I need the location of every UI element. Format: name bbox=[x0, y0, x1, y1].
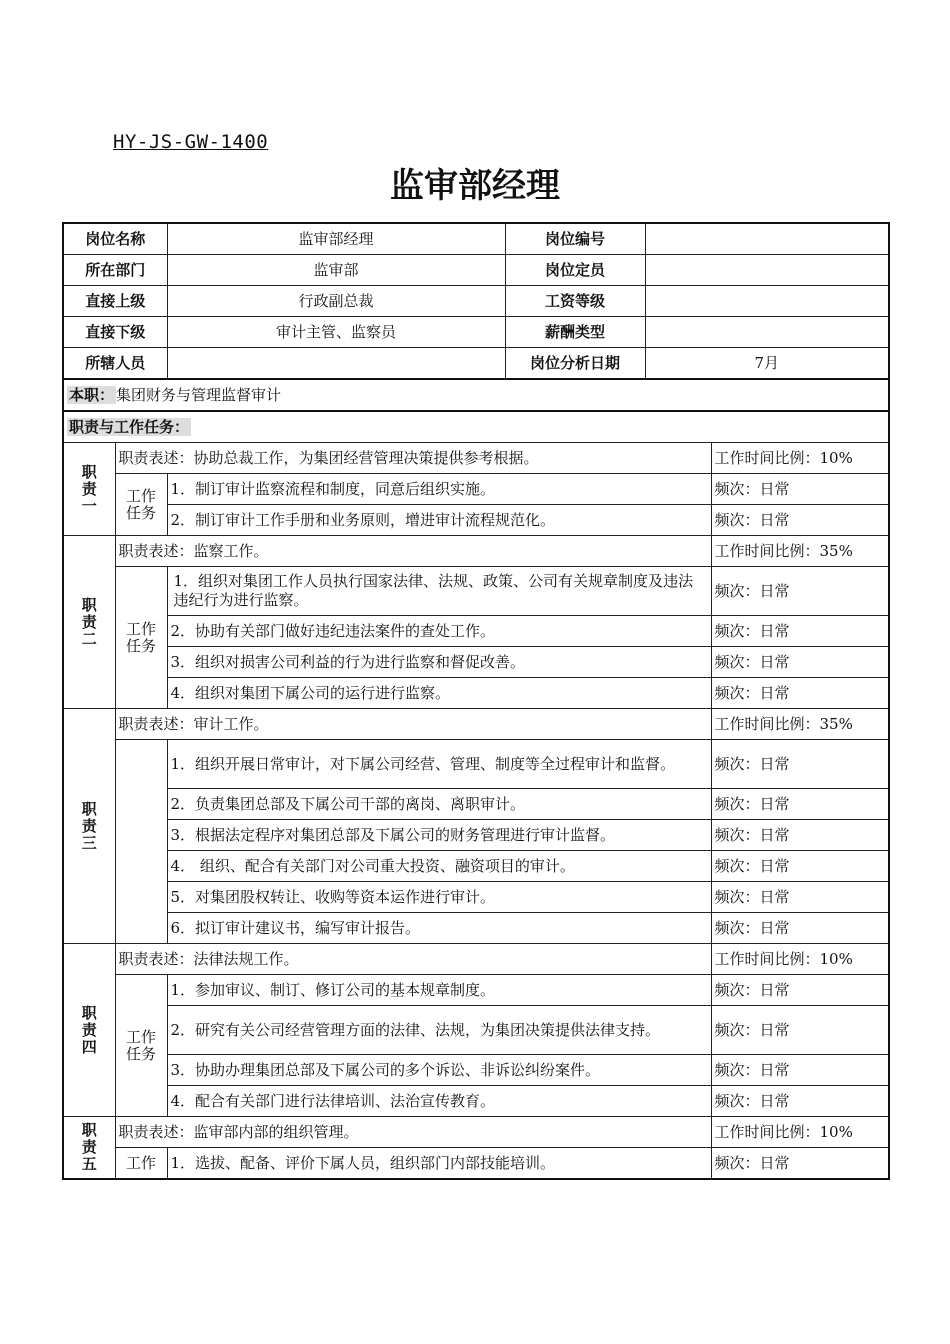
task-frequency: 频次：日常 bbox=[711, 616, 889, 647]
duty-time-ratio: 工作时间比例：10% bbox=[711, 944, 889, 975]
task-frequency: 频次：日常 bbox=[711, 474, 889, 505]
info-value bbox=[645, 286, 889, 317]
task-row bbox=[63, 505, 889, 536]
main-duty-text: 集团财务与管理监督审计 bbox=[116, 385, 282, 404]
task-row bbox=[63, 1006, 889, 1055]
task-text: 1．参加审议、制订、修订公司的基本规章制度。 bbox=[167, 975, 711, 1006]
task-frequency: 频次：日常 bbox=[711, 567, 889, 616]
task-label bbox=[115, 740, 167, 944]
task-frequency: 频次：日常 bbox=[711, 647, 889, 678]
main-duty-row bbox=[63, 379, 889, 411]
task-text: 5．对集团股权转让、收购等资本运作进行审计。 bbox=[167, 882, 711, 913]
duty-description: 职责表述：监察工作。 bbox=[115, 536, 711, 567]
duty-desc-row bbox=[63, 443, 889, 474]
task-row bbox=[63, 913, 889, 944]
info-row bbox=[63, 223, 889, 255]
duties-header-label: 职责与工作任务： bbox=[69, 417, 190, 436]
task-text: 4．配合有关部门进行法律培训、法治宣传教育。 bbox=[167, 1086, 711, 1117]
info-row bbox=[63, 286, 889, 317]
duty-label: 职 责 五 bbox=[63, 1117, 115, 1180]
info-key: 工资等级 bbox=[505, 286, 645, 317]
duty-desc-row bbox=[63, 709, 889, 740]
task-row bbox=[63, 820, 889, 851]
duty-time-ratio: 工作时间比例：10% bbox=[711, 443, 889, 474]
task-row bbox=[63, 474, 889, 505]
duty-desc-row bbox=[63, 944, 889, 975]
task-text: 1．组织对集团工作人员执行国家法律、法规、政策、公司有关规章制度及违法违纪行为进行监察。 bbox=[167, 567, 711, 616]
task-text: 1．组织开展日常审计，对下属公司经营、管理、制度等全过程审计和监督。 bbox=[167, 740, 711, 789]
main-duty-label: 本职： bbox=[69, 385, 115, 404]
task-row bbox=[63, 1086, 889, 1117]
task-frequency: 频次：日常 bbox=[711, 1086, 889, 1117]
task-text: 4．组织对集团下属公司的运行进行监察。 bbox=[167, 678, 711, 709]
task-frequency: 频次：日常 bbox=[711, 913, 889, 944]
info-key: 直接下级 bbox=[63, 317, 167, 348]
info-key: 岗位编号 bbox=[505, 223, 645, 255]
info-value: 7月 bbox=[645, 348, 889, 380]
task-row bbox=[63, 851, 889, 882]
duty-desc-row bbox=[63, 1117, 889, 1148]
task-frequency: 频次：日常 bbox=[711, 820, 889, 851]
duty-label: 职 责 一 bbox=[63, 443, 115, 536]
task-row bbox=[63, 882, 889, 913]
info-value: 监审部 bbox=[167, 255, 505, 286]
info-key: 所在部门 bbox=[63, 255, 167, 286]
info-row bbox=[63, 317, 889, 348]
task-frequency: 频次：日常 bbox=[711, 1148, 889, 1180]
duty-description: 职责表述：审计工作。 bbox=[115, 709, 711, 740]
info-value bbox=[645, 223, 889, 255]
task-text: 2．制订审计工作手册和业务原则，增进审计流程规范化。 bbox=[167, 505, 711, 536]
task-frequency: 频次：日常 bbox=[711, 882, 889, 913]
info-row bbox=[63, 348, 889, 380]
info-key: 岗位定员 bbox=[505, 255, 645, 286]
task-frequency: 频次：日常 bbox=[711, 1055, 889, 1086]
task-text: 4． 组织、配合有关部门对公司重大投资、融资项目的审计。 bbox=[167, 851, 711, 882]
page-title: 监审部经理 bbox=[390, 166, 560, 206]
info-value bbox=[167, 348, 505, 380]
task-row bbox=[63, 1148, 889, 1180]
task-text: 3．根据法定程序对集团总部及下属公司的财务管理进行审计监督。 bbox=[167, 820, 711, 851]
task-text: 1．选拔、配备、评价下属人员，组织部门内部技能培训。 bbox=[167, 1148, 711, 1180]
info-value bbox=[645, 317, 889, 348]
duty-desc-row bbox=[63, 536, 889, 567]
info-key: 岗位名称 bbox=[63, 223, 167, 255]
info-value bbox=[645, 255, 889, 286]
info-value: 行政副总裁 bbox=[167, 286, 505, 317]
task-text: 1．制订审计监察流程和制度，同意后组织实施。 bbox=[167, 474, 711, 505]
task-text: 3．协助办理集团总部及下属公司的多个诉讼、非诉讼纠纷案件。 bbox=[167, 1055, 711, 1086]
task-row bbox=[63, 975, 889, 1006]
info-key: 薪酬类型 bbox=[505, 317, 645, 348]
info-key: 直接上级 bbox=[63, 286, 167, 317]
task-frequency: 频次：日常 bbox=[711, 1006, 889, 1055]
task-frequency: 频次：日常 bbox=[711, 505, 889, 536]
duties-header-row bbox=[63, 411, 889, 443]
info-row bbox=[63, 255, 889, 286]
task-row bbox=[63, 740, 889, 789]
duty-description: 职责表述：协助总裁工作，为集团经营管理决策提供参考根据。 bbox=[115, 443, 711, 474]
duty-description: 职责表述：法律法规工作。 bbox=[115, 944, 711, 975]
task-row bbox=[63, 567, 889, 616]
task-text: 6．拟订审计建议书，编写审计报告。 bbox=[167, 913, 711, 944]
task-label: 工作 任务 bbox=[115, 567, 167, 709]
task-row bbox=[63, 678, 889, 709]
duty-time-ratio: 工作时间比例：35% bbox=[711, 709, 889, 740]
task-frequency: 频次：日常 bbox=[711, 975, 889, 1006]
main-duty bbox=[63, 379, 889, 411]
duty-time-ratio: 工作时间比例：10% bbox=[711, 1117, 889, 1148]
task-text: 2．研究有关公司经营管理方面的法律、法规，为集团决策提供法律支持。 bbox=[167, 1006, 711, 1055]
job-description-table bbox=[62, 222, 890, 1180]
duty-time-ratio: 工作时间比例：35% bbox=[711, 536, 889, 567]
task-frequency: 频次：日常 bbox=[711, 740, 889, 789]
task-row bbox=[63, 647, 889, 678]
task-label: 工作 任务 bbox=[115, 975, 167, 1117]
task-label: 工作 bbox=[115, 1148, 167, 1180]
task-row bbox=[63, 789, 889, 820]
info-key: 岗位分析日期 bbox=[505, 348, 645, 380]
info-value: 监审部经理 bbox=[167, 223, 505, 255]
duty-description: 职责表述：监审部内部的组织管理。 bbox=[115, 1117, 711, 1148]
document-code: HY-JS-GW-1400 bbox=[113, 131, 269, 153]
duty-label: 职 责 四 bbox=[63, 944, 115, 1117]
info-key: 所辖人员 bbox=[63, 348, 167, 380]
task-row bbox=[63, 1055, 889, 1086]
info-value: 审计主管、监察员 bbox=[167, 317, 505, 348]
task-text: 2．负责集团总部及下属公司干部的离岗、离职审计。 bbox=[167, 789, 711, 820]
task-frequency: 频次：日常 bbox=[711, 851, 889, 882]
task-frequency: 频次：日常 bbox=[711, 789, 889, 820]
task-text: 3．组织对损害公司利益的行为进行监察和督促改善。 bbox=[167, 647, 711, 678]
task-row bbox=[63, 616, 889, 647]
duties-header bbox=[63, 411, 889, 443]
task-text: 2．协助有关部门做好违纪违法案件的查处工作。 bbox=[167, 616, 711, 647]
duty-label: 职 责 二 bbox=[63, 536, 115, 709]
duty-label: 职 责 三 bbox=[63, 709, 115, 944]
task-label: 工作 任务 bbox=[115, 474, 167, 536]
task-frequency: 频次：日常 bbox=[711, 678, 889, 709]
